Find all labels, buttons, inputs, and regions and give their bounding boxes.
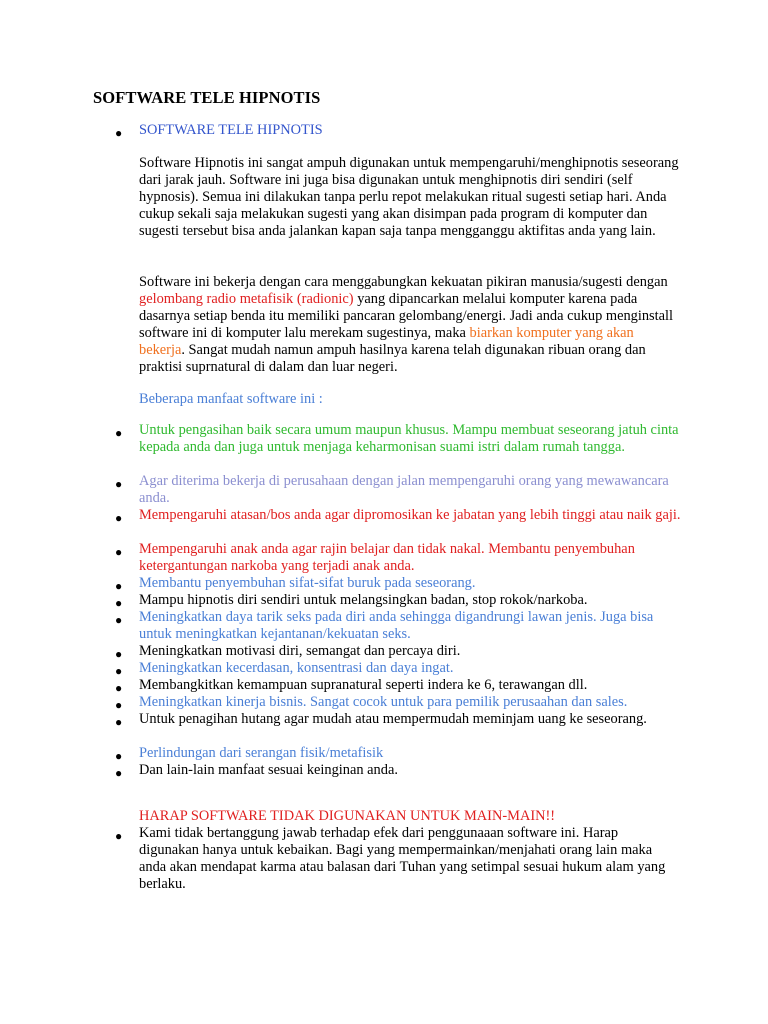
bullet-icon: ●	[115, 681, 123, 695]
list-item-text: Untuk penagihan hutang agar mudah atau mempermudah meminjam uang ke seseorang.	[139, 711, 647, 727]
list-item-text: Meningkatkan daya tarik seks pada diri anda sehingga digandrungi lawan jenis. Juga bisa untuk meningkatkan kejantanan/kekuatan seks.	[139, 609, 654, 642]
bullet-icon: ●	[115, 511, 123, 525]
bullet-icon: ●	[115, 664, 123, 678]
list-item-text: Agar diterima bekerja di perusahaan dengan jalan mempengaruhi orang yang mewawancara anda.	[139, 473, 669, 506]
list-item-text: Mempengaruhi anak anda agar rajin belajar dan tidak nakal. Membantu penyembuhan ketergantungan narkoba yang terjadi anak anda.	[139, 541, 635, 574]
computer-works-highlight: biarkan komputer yang akan bekerja	[139, 324, 634, 358]
how-it-works-paragraph	[139, 274, 679, 375]
radionic-highlight: gelombang radio metafisik (radionic)	[139, 290, 354, 307]
warning-paragraph: Kami tidak bertanggung jawab terhadap efek dari penggunaaan software ini. Harap digunakan hanya untuk kebaikan. Bagi yang mempermainkan/menjahati orang lain maka anda akan mendapat karma atau balasan dari Tuhan yang setimpal sesuai hukum alam yang berlaku.	[139, 825, 666, 892]
bullet-icon: ●	[115, 715, 123, 729]
list-item-text: Meningkatkan motivasi diri, semangat dan percaya diri.	[139, 643, 461, 659]
list-item-text: Mempengaruhi atasan/bos anda agar dipromosikan ke jabatan yang lebih tinggi atau naik gaji.	[139, 507, 681, 523]
section-subtitle: SOFTWARE TELE HIPNOTIS	[139, 122, 323, 138]
benefits-heading: Beberapa manfaat software ini :	[139, 391, 323, 407]
list-item-text: Mampu hipnotis diri sendiri untuk melangsingkan badan, stop rokok/narkoba.	[139, 592, 588, 608]
paragraph-text: yang dipancarkan melalui komputer karena pada dasarnya setiap benda itu memiliki pancaran gelombang/energi. Jadi anda cukup menginstall software ini di komputer lalu merekam sugestinya, maka	[139, 290, 674, 341]
list-item-text: Untuk pengasihan baik secara umum maupun khusus. Mampu membuat seseorang jatuh cinta kepada anda dan juga untuk menjaga keharmonisan suami istri dalam rumah tangga.	[139, 422, 679, 455]
bullet-icon: ●	[115, 829, 123, 843]
bullet-icon: ●	[115, 426, 123, 440]
page-title: SOFTWARE TELE HIPNOTIS	[93, 88, 321, 107]
bullet-icon: ●	[115, 613, 123, 627]
bullet-icon: ●	[115, 766, 123, 780]
bullet-icon: ●	[115, 698, 123, 712]
paragraph-text: . Sangat mudah namun ampuh hasilnya karena telah digunakan ribuan orang dan praktisi suprnatural di dalam dan luar negeri.	[139, 341, 646, 375]
list-item-text: Membantu penyembuhan sifat-sifat buruk pada seseorang.	[139, 575, 476, 591]
list-item-text: Perlindungan dari serangan fisik/metafisik	[139, 745, 384, 761]
bullet-icon: ●	[115, 749, 123, 763]
bullet-icon: ●	[115, 545, 123, 559]
list-item-text: Membangkitkan kemampuan supranatural seperti indera ke 6, terawangan dll.	[139, 677, 588, 693]
list-item-text: Meningkatkan kinerja bisnis. Sangat cocok untuk para pemilik perusaahan dan sales.	[139, 694, 628, 710]
bullet-icon: ●	[115, 126, 123, 140]
warning-heading: HARAP SOFTWARE TIDAK DIGUNAKAN UNTUK MAIN-MAIN!!	[139, 808, 556, 824]
bullet-icon: ●	[115, 477, 123, 491]
list-item-text: Dan lain-lain manfaat sesuai keinginan anda.	[139, 762, 398, 778]
bullet-icon: ●	[115, 647, 123, 661]
intro-paragraph: Software Hipnotis ini sangat ampuh digunakan untuk mempengaruhi/menghipnotis seseorang dari jarak jauh. Software ini juga bisa digunakan untuk menghipnotis diri sendiri (self hypnosis). Semua ini dilakukan tanpa perlu repot melakukan ritual sugesti setiap hari. Anda cukup sekali saja melakukan sugesti yang akan disimpan pada program di komputer dan sugesti tersebut bisa anda jalankan kapan saja tanpa mengganggu aktifitas anda yang lain.	[139, 155, 679, 239]
bullet-icon: ●	[115, 579, 123, 593]
list-item-text: Meningkatkan kecerdasan, konsentrasi dan daya ingat.	[139, 660, 454, 676]
paragraph-text: Software ini bekerja dengan cara menggabungkan kekuatan pikiran manusia/sugesti dengan	[139, 274, 668, 290]
bullet-icon: ●	[115, 596, 123, 610]
